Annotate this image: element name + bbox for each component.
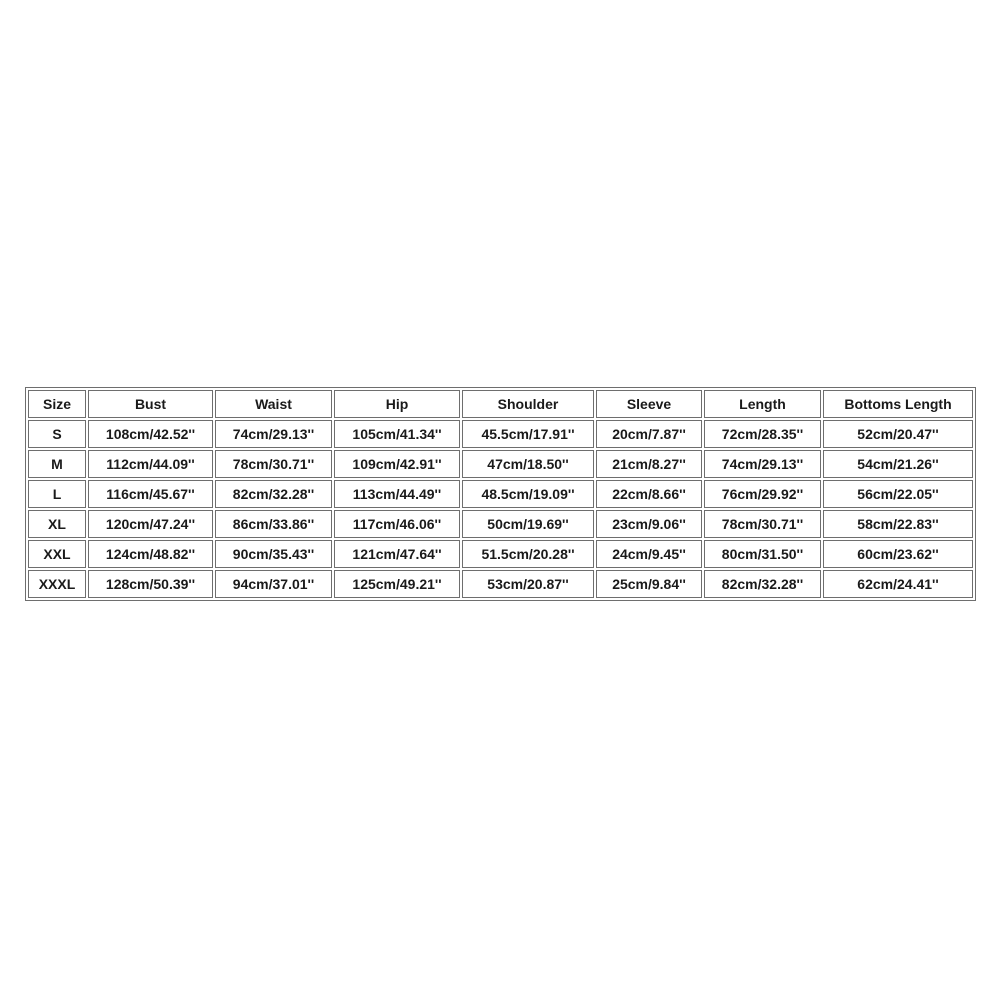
length-cell: 72cm/28.35'' (704, 420, 821, 448)
size-chart-table (25, 387, 976, 601)
hip-cell: 105cm/41.34'' (334, 420, 460, 448)
waist-cell: 94cm/37.01'' (215, 570, 332, 598)
bottoms-length-cell: 54cm/21.26'' (823, 450, 973, 478)
bust-cell: 112cm/44.09'' (88, 450, 213, 478)
bottoms-length-cell: 62cm/24.41'' (823, 570, 973, 598)
header-shoulder: Shoulder (462, 390, 594, 418)
waist-cell: 78cm/30.71'' (215, 450, 332, 478)
bust-cell: 108cm/42.52'' (88, 420, 213, 448)
header-bust: Bust (88, 390, 213, 418)
hip-cell: 117cm/46.06'' (334, 510, 460, 538)
length-cell: 78cm/30.71'' (704, 510, 821, 538)
sleeve-cell: 21cm/8.27'' (596, 450, 702, 478)
shoulder-cell: 51.5cm/20.28'' (462, 540, 594, 568)
waist-cell: 74cm/29.13'' (215, 420, 332, 448)
size-cell: XXL (28, 540, 86, 568)
size-cell: XXXL (28, 570, 86, 598)
shoulder-cell: 48.5cm/19.09'' (462, 480, 594, 508)
bust-cell: 128cm/50.39'' (88, 570, 213, 598)
hip-cell: 113cm/44.49'' (334, 480, 460, 508)
table-row (28, 450, 973, 478)
bottoms-length-cell: 60cm/23.62'' (823, 540, 973, 568)
bust-cell: 116cm/45.67'' (88, 480, 213, 508)
sleeve-cell: 25cm/9.84'' (596, 570, 702, 598)
sleeve-cell: 23cm/9.06'' (596, 510, 702, 538)
table-row (28, 480, 973, 508)
table-row (28, 510, 973, 538)
header-waist: Waist (215, 390, 332, 418)
shoulder-cell: 53cm/20.87'' (462, 570, 594, 598)
header-hip: Hip (334, 390, 460, 418)
shoulder-cell: 45.5cm/17.91'' (462, 420, 594, 448)
header-sleeve: Sleeve (596, 390, 702, 418)
sleeve-cell: 22cm/8.66'' (596, 480, 702, 508)
bust-cell: 124cm/48.82'' (88, 540, 213, 568)
table-row (28, 570, 973, 598)
hip-cell: 109cm/42.91'' (334, 450, 460, 478)
bottoms-length-cell: 58cm/22.83'' (823, 510, 973, 538)
size-cell: M (28, 450, 86, 478)
size-cell: S (28, 420, 86, 448)
length-cell: 74cm/29.13'' (704, 450, 821, 478)
bust-cell: 120cm/47.24'' (88, 510, 213, 538)
hip-cell: 125cm/49.21'' (334, 570, 460, 598)
sleeve-cell: 20cm/7.87'' (596, 420, 702, 448)
waist-cell: 82cm/32.28'' (215, 480, 332, 508)
bottoms-length-cell: 52cm/20.47'' (823, 420, 973, 448)
size-cell: L (28, 480, 86, 508)
shoulder-cell: 50cm/19.69'' (462, 510, 594, 538)
size-cell: XL (28, 510, 86, 538)
header-size: Size (28, 390, 86, 418)
header-bottoms-length: Bottoms Length (823, 390, 973, 418)
sleeve-cell: 24cm/9.45'' (596, 540, 702, 568)
hip-cell: 121cm/47.64'' (334, 540, 460, 568)
header-length: Length (704, 390, 821, 418)
waist-cell: 86cm/33.86'' (215, 510, 332, 538)
table-row (28, 420, 973, 448)
length-cell: 80cm/31.50'' (704, 540, 821, 568)
length-cell: 76cm/29.92'' (704, 480, 821, 508)
shoulder-cell: 47cm/18.50'' (462, 450, 594, 478)
header-row (28, 390, 973, 418)
table-row (28, 540, 973, 568)
length-cell: 82cm/32.28'' (704, 570, 821, 598)
bottoms-length-cell: 56cm/22.05'' (823, 480, 973, 508)
waist-cell: 90cm/35.43'' (215, 540, 332, 568)
